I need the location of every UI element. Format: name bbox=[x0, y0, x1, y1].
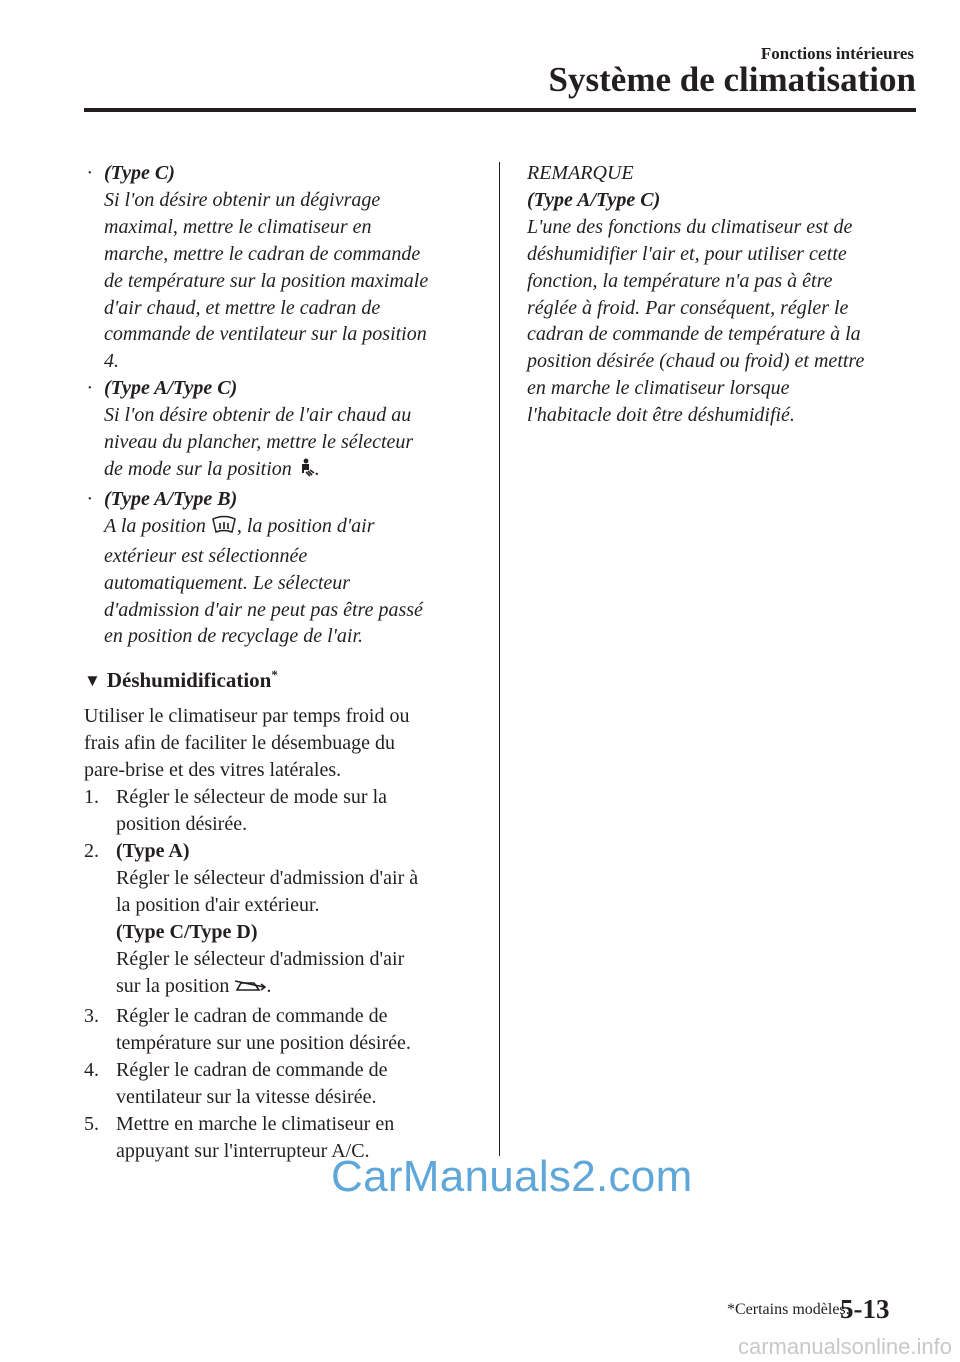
note-label: REMARQUE bbox=[527, 162, 634, 184]
bullet-item bbox=[84, 375, 484, 486]
page-number: 5-13 bbox=[840, 1294, 890, 1324]
bullet-line: d'admission d'air ne peut pas être passé bbox=[104, 598, 423, 621]
intro-paragraph bbox=[84, 703, 484, 784]
bullet-marker: · bbox=[87, 162, 92, 184]
step-number: 5. bbox=[84, 1113, 99, 1136]
step-subtitle: (Type C/Type D) bbox=[116, 921, 258, 944]
step-line: Régler le cadran de commande de bbox=[116, 1005, 388, 1028]
step-line-text: sur la position bbox=[116, 975, 235, 998]
footnote-mark: * bbox=[271, 667, 278, 683]
column-divider bbox=[499, 162, 500, 1156]
note-line: en marche le climatiseur lorsque bbox=[527, 377, 790, 400]
step-item bbox=[84, 784, 484, 838]
note-line: réglée à froid. Par conséquent, régler le bbox=[527, 296, 849, 319]
paragraph-line: frais afin de faciliter le désembuage du bbox=[84, 732, 395, 755]
note-body bbox=[527, 214, 917, 429]
bullet-line: Si l'on désire obtenir de l'air chaud au bbox=[104, 404, 412, 427]
step-number: 4. bbox=[84, 1059, 99, 1082]
page-title: Système de climatisation bbox=[548, 60, 916, 99]
bullet-line: Si l'on désire obtenir un dégivrage bbox=[104, 188, 381, 211]
header-rule bbox=[84, 108, 916, 112]
step-line: Régler le cadran de commande de bbox=[116, 1059, 388, 1082]
floor-mode-icon bbox=[297, 458, 315, 486]
triangle-marker-icon: ▼ bbox=[84, 671, 101, 691]
step-number: 3. bbox=[84, 1005, 99, 1028]
outside-air-icon bbox=[234, 976, 266, 1003]
step-item bbox=[84, 838, 484, 1003]
step-number: 2. bbox=[84, 840, 99, 863]
note-line: position désirée (chaud ou froid) et mettre bbox=[527, 350, 865, 373]
bullet-line-text: de mode sur la position bbox=[104, 457, 297, 480]
step-line: position désirée. bbox=[116, 813, 248, 836]
bullet-line: commande de ventilateur sur la position bbox=[104, 323, 427, 346]
bullet-line: extérieur est sélectionnée bbox=[104, 544, 308, 567]
bullet-line: automatiquement. Le sélecteur bbox=[104, 571, 351, 594]
step-line bbox=[116, 973, 484, 1003]
footnote: *Certains modèles. bbox=[727, 1301, 850, 1318]
bullet-line-text: . bbox=[314, 457, 320, 480]
note-line: L'une des fonctions du climatiseur est de bbox=[527, 215, 853, 238]
bullet-title: (Type C) bbox=[104, 162, 175, 184]
header-section-label: Fonctions intérieures bbox=[760, 44, 914, 63]
bullet-line-text: A la position bbox=[104, 514, 211, 537]
bullet-line-text: , la position d'air bbox=[236, 514, 375, 537]
step-subtitle: (Type A) bbox=[116, 840, 190, 863]
bullet-title: (Type A/Type B) bbox=[104, 487, 238, 510]
bullet-line bbox=[104, 513, 484, 543]
bullet-line bbox=[104, 456, 484, 486]
bullet-line: niveau du plancher, mettre le sélecteur bbox=[104, 431, 414, 454]
section-heading-text: Déshumidification bbox=[106, 668, 272, 693]
note-line: fonction, la température n'a pas à être bbox=[527, 269, 833, 292]
bullet-item bbox=[84, 160, 484, 375]
step-line: Régler le sélecteur de mode sur la bbox=[116, 786, 387, 809]
bullet-line: d'air chaud, et mettre le cadran de bbox=[104, 296, 381, 319]
bullet-line: maximal, mettre le climatiseur en bbox=[104, 215, 372, 238]
paragraph-line: pare-brise et des vitres latérales. bbox=[84, 759, 342, 782]
right-column bbox=[527, 160, 917, 429]
bullet-line: de température sur la position maximale bbox=[104, 269, 429, 292]
bullet-line: marche, mettre le cadran de commande bbox=[104, 242, 421, 265]
steps-list bbox=[84, 784, 484, 1165]
bullet-line: en position de recyclage de l'air. bbox=[104, 625, 364, 648]
left-column bbox=[84, 160, 484, 1165]
bullet-item bbox=[84, 486, 484, 650]
step-line: Régler le sélecteur d'admission d'air bbox=[116, 948, 405, 971]
step-line: Mettre en marche le climatiseur en bbox=[116, 1113, 395, 1136]
defroster-mode-icon bbox=[211, 515, 237, 543]
note-line: l'habitacle doit être déshumidifié. bbox=[527, 404, 795, 427]
bullet-marker: · bbox=[87, 487, 92, 510]
step-item bbox=[84, 1057, 484, 1111]
step-number: 1. bbox=[84, 786, 99, 809]
footer-watermark: carmanualsonline.info bbox=[737, 1334, 952, 1359]
step-item bbox=[84, 1003, 484, 1057]
step-line: température sur une position désirée. bbox=[116, 1032, 411, 1055]
bullet-marker: · bbox=[87, 377, 92, 400]
section-heading bbox=[84, 667, 484, 693]
note-line: déshumidifier l'air et, pour utiliser cette bbox=[527, 242, 847, 265]
note-line: cadran de commande de température à la bbox=[527, 323, 861, 346]
watermark-link[interactable]: CarManuals2.com bbox=[331, 1152, 693, 1201]
step-line-text: . bbox=[266, 975, 272, 998]
bullet-title: (Type A/Type C) bbox=[104, 377, 238, 400]
step-line: Régler le sélecteur d'admission d'air à bbox=[116, 867, 419, 890]
step-line: ventilateur sur la vitesse désirée. bbox=[116, 1086, 377, 1109]
bullet-line: 4. bbox=[104, 350, 119, 373]
note-title: (Type A/Type C) bbox=[527, 188, 661, 211]
step-line: appuyant sur l'interrupteur A/C. bbox=[116, 1140, 370, 1163]
step-line: la position d'air extérieur. bbox=[116, 894, 320, 917]
paragraph-line: Utiliser le climatiseur par temps froid ou bbox=[84, 705, 410, 728]
